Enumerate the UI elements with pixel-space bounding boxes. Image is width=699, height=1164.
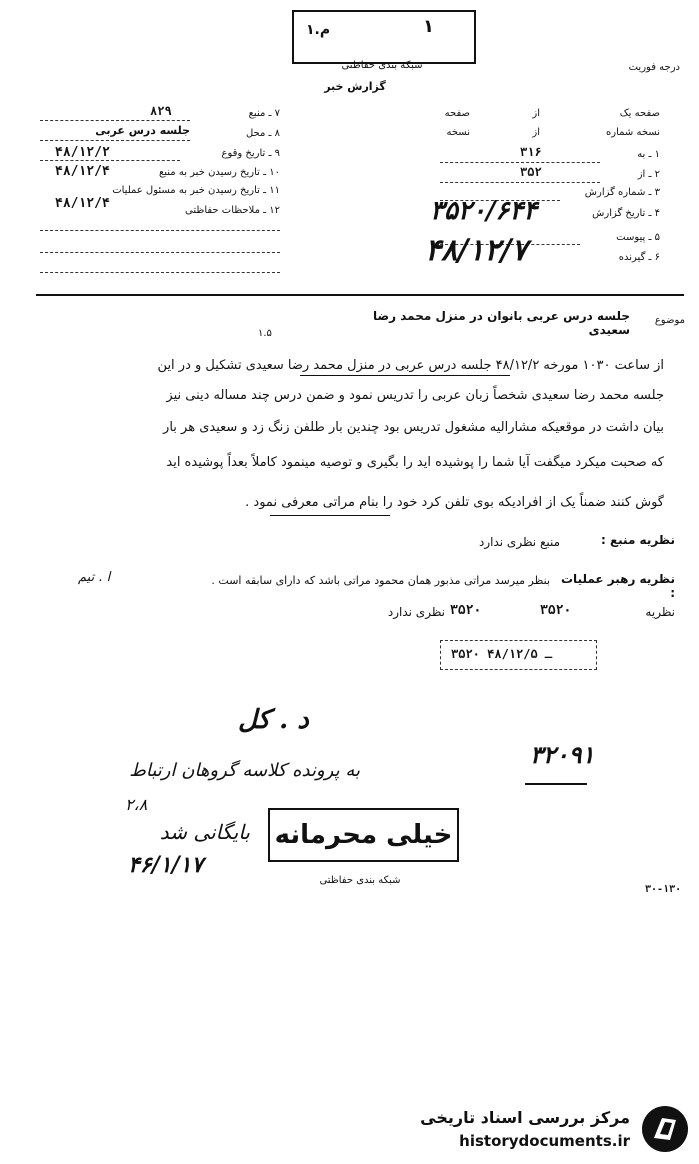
footer-department: شبکه بندی حفاظتی <box>319 875 401 886</box>
field-12-label: ۱۲ ـ ملاحظات حفاظتی <box>185 205 280 216</box>
field-1-value: ۳۱۶ <box>520 145 542 159</box>
subject-label: موضوع <box>654 315 685 326</box>
report-type: گزارش خبر <box>324 80 386 93</box>
handwritten-note-3: ۲،۸ <box>125 795 148 814</box>
officer-sign: ا . تیم <box>78 570 111 585</box>
officer-opinion: بنظر میرسد مراتی مذبور همان محمود مراتی باشد که دارای سابقه است . <box>211 574 550 587</box>
underline-2 <box>270 515 390 516</box>
handwritten-note-5: ۴۶/۱/۱۷ <box>128 852 204 878</box>
source-opinion: منبع نظری ندارد <box>479 535 560 549</box>
stamp-number: ۱ <box>423 16 434 37</box>
body-line-3: بیان داشت در موقعیکه مشارالیه مشغول تدریس بود چندین بار طلفن زنگ زد و سعیدی هر بار <box>163 420 664 435</box>
copy-unit-label: نسخه <box>446 127 470 138</box>
handwritten-note-4: بایگانی شد <box>159 820 250 844</box>
date-stamp-text: ۳۵۲۰ ـ ۴۸/۱۲/۵ <box>451 647 553 661</box>
underline-1 <box>300 375 510 376</box>
document-number-stamp <box>292 10 476 64</box>
page-unit-label: صفحه <box>444 108 470 119</box>
handwritten-number: ۳۲۰۹۱ <box>530 740 595 769</box>
field-2-value: ۳۵۲ <box>520 165 542 179</box>
source-opinion-label: نظریه منبع : <box>600 533 675 547</box>
line9-c: نظری ندارد <box>387 605 445 619</box>
classification-stamp: خیلی محرمانه <box>268 808 459 862</box>
department-label: شبکه بندی حفاظتی <box>341 60 423 71</box>
handwritten-note-2: به پرونده کلاسه گروهان ارتباط <box>129 760 360 781</box>
field-1-label: ۱ ـ به <box>637 149 660 160</box>
line9-a: ۳۵۲۰ <box>540 603 572 618</box>
field-8-value: جلسه درس عربی <box>95 124 190 137</box>
field-10-value: ۴۸/۱۲/۴ <box>55 164 110 179</box>
field-10-label: ۱۰ ـ تاریخ رسیدن خبر به منبع <box>158 167 280 178</box>
field-3-label: ۳ ـ شماره گزارش <box>584 187 660 198</box>
field-4-label: ۴ ـ تاریخ گزارش <box>592 208 660 219</box>
archive-logo-icon <box>640 1104 690 1154</box>
line9-label: نظریه <box>645 605 675 619</box>
field-9-value: ۴۸/۱۲/۲ <box>55 145 110 160</box>
field-2-label: ۲ ـ از <box>637 169 660 180</box>
body-line-5: گوش کنند ضمناً یک از افرادیکه بوی تلفن کرد خود را بنام مراتی معرفی نمود . <box>245 495 664 510</box>
line9-b: ۳۵۲۰ <box>450 603 482 618</box>
subject-note: ۱.۵ <box>258 328 272 339</box>
date-stamp <box>440 640 597 670</box>
form-code: ۳۰-۱۳۰ <box>645 884 682 895</box>
field-11-label: ۱۱ ـ تاریخ رسیدن خبر به مسئول عملیات <box>112 185 280 196</box>
section-divider <box>36 294 684 296</box>
field-7-label: ۷ ـ منبع <box>248 108 280 119</box>
field-7-value: ۸۲۹ <box>150 104 172 118</box>
field-11-value: ۴۸/۱۲/۴ <box>55 196 110 211</box>
archive-url[interactable]: historydocuments.ir <box>459 1132 630 1150</box>
body-line-2: جلسه محمد رضا سعیدی شخصاً زبان عربی را تدریس نمود و ضمن درس چند مساله دینی نیز <box>166 388 664 403</box>
officer-opinion-label: نظریه رهبر عملیات : <box>561 572 675 600</box>
page-from-label: از <box>532 108 540 119</box>
page-label: صفحه یک <box>619 108 660 119</box>
handwritten-underline <box>525 783 587 785</box>
field-5-label: ۵ ـ پیوست <box>616 232 660 243</box>
field-9-label: ۹ ـ تاریخ وقوع <box>221 148 280 159</box>
field-6-value: ۴۸/۱۲/۷ <box>425 233 528 268</box>
field-8-label: ۸ ـ محل <box>245 128 280 139</box>
field-4-value: ۳۵۲۰/۶۴۴ <box>430 196 538 226</box>
stamp-code: ۱.م <box>306 22 331 38</box>
copy-label: نسخه شماره <box>606 127 660 138</box>
body-line-1: از ساعت ۱۰۳۰ مورخه ۴۸/۱۲/۲ جلسه درس عربی در منزل محمد رضا سعیدی تشکیل و در این <box>157 358 664 373</box>
priority-label: درجه فوریت <box>628 62 680 73</box>
field-6-label: ۶ ـ گیرنده <box>618 252 660 263</box>
handwritten-note-1: د . کل <box>238 705 309 735</box>
subject-text: جلسه درس عربی بانوان در منزل محمد رضا سعیدی <box>373 309 630 337</box>
copy-from-label: از <box>532 127 540 138</box>
body-line-4: که صحبت میکرد میگفت آیا شما را پوشیده اید را بگیری و توصیه مینمود کاملاً بعداً پوشیده اید <box>166 455 664 470</box>
archive-title: مرکز بررسی اسناد تاریخی <box>420 1108 630 1127</box>
